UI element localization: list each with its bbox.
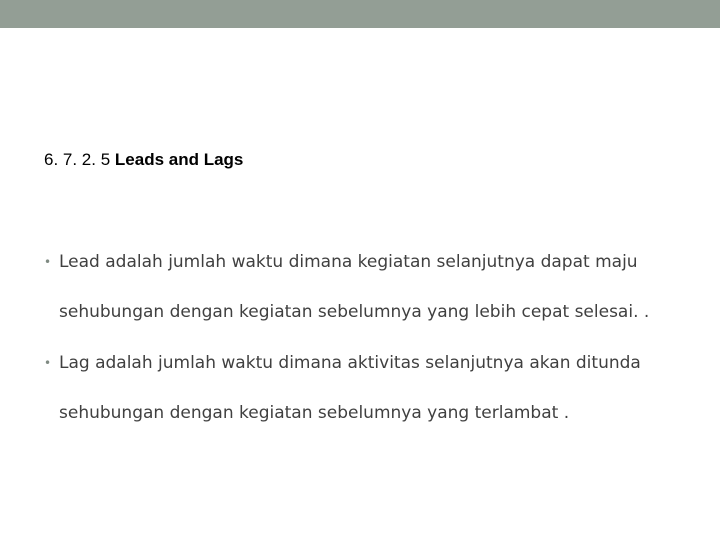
bullet-icon: •	[44, 356, 52, 370]
bullet-text: Lead adalah jumlah waktu dimana kegiatan selanjutnya dapat maju sehubungan dengan kegiatan sebelumnya yang lebih cepat selesai. .	[59, 252, 650, 322]
slide-heading	[44, 150, 243, 170]
bullet-list	[44, 252, 694, 438]
slide-header-bar	[0, 0, 720, 28]
bullet-item-lag	[44, 338, 694, 438]
bullet-icon: •	[44, 255, 52, 269]
bullet-text: Lag adalah jumlah waktu dimana aktivitas selanjutnya akan ditunda sehubungan dengan kegiatan sebelumnya yang terlambat .	[59, 353, 641, 423]
bullet-item-lead	[44, 237, 694, 337]
section-number: 6. 7. 2. 5	[44, 150, 111, 169]
section-title: Leads and Lags	[114, 150, 244, 169]
